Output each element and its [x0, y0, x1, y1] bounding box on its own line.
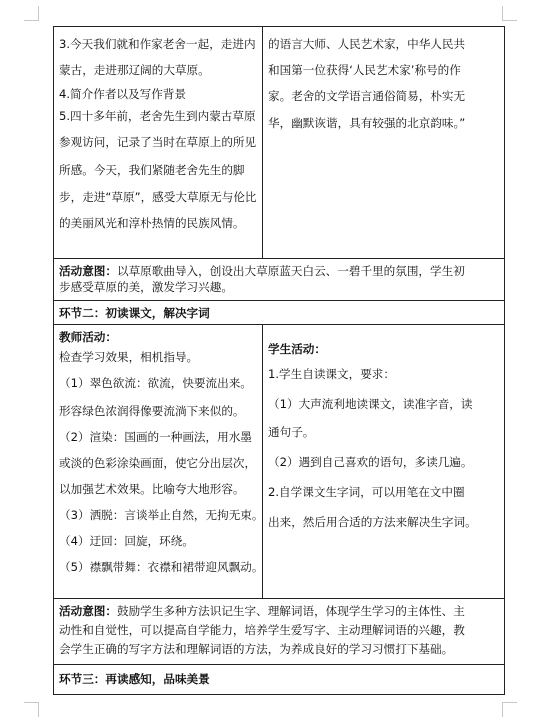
text-line: 步，走进“草原”，感受大草原无与伦比: [59, 189, 257, 204]
activity-intent-row: [54, 259, 504, 301]
text-line: 检查学习效果，相机指导。: [59, 350, 199, 364]
crop-mark-bottom-right: [502, 702, 517, 717]
text-line: 或淡的色彩涂染画面，使它分出层次，: [59, 456, 257, 470]
section-heading: 环节二：初读课文，解决字词: [59, 306, 210, 320]
text-line: 1.学生自读课文，要求：: [268, 367, 395, 381]
teacher-activity-cell: [54, 325, 263, 598]
activity-intent-text: 步感受草原的美，激发学习兴趣。: [59, 280, 233, 294]
section-heading-row: [54, 665, 504, 694]
activity-intent-text: 会学生正确的写字方法和理解词语的方法，为养成良好的学习习惯打下基础。: [59, 642, 454, 656]
text-line: 通句子。: [268, 425, 315, 439]
activity-intent-label: 活动意图：: [59, 264, 117, 278]
text-line: 3.今天我们就和作家老舍一起，走进内: [59, 37, 256, 51]
text-line: 参观访问，记录了当时在草原上的所见: [59, 135, 257, 150]
text-line: 出来，然后用合适的方法来解决生字词。: [268, 515, 477, 529]
activity-intent-text: 以草原歌曲导入，创设出大草原蓝天白云、一碧千里的氛围，学生初: [116, 264, 465, 278]
text-line: 的美丽风光和淳朴热情的民族风情。: [59, 215, 245, 230]
text-line: （5）襟飘带舞：衣襟和裙带迎风飘动。: [59, 560, 264, 574]
section-heading-row: [54, 301, 504, 325]
crop-mark-top-right: [502, 6, 517, 21]
text-line: 家。老舍的文学语言通俗简易，朴实无: [268, 89, 466, 104]
activity-intent-text: 动性和自觉性，可以提高自学能力，培养学生爱写字、主动理解词语的兴趣，教: [59, 623, 465, 637]
activity-intent-row: [54, 599, 504, 665]
activity-intent-label: 活动意图：: [59, 604, 117, 618]
teacher-activity-label: 教师活动：: [59, 330, 117, 344]
intro-left-cell: [54, 27, 263, 258]
text-line: 5.四十多年前，老舍先生到内蒙古草原: [59, 109, 256, 124]
text-line: （3）洒脱：言谈举止自然，无拘无束。: [59, 508, 264, 522]
text-line: 4.简介作者以及写作背景: [59, 87, 186, 102]
text-line: 形容绿色浓润得像要流淌下来似的。: [59, 404, 245, 418]
student-activity-label: 学生活动：: [268, 342, 326, 356]
text-line: （4）迂回：回旋，环绕。: [59, 534, 194, 548]
text-line: 华，幽默诙谐，具有较强的北京韵味。”: [268, 115, 466, 130]
text-line: 蒙古，走进那辽阔的大草原。: [59, 63, 210, 78]
text-line: 以加强艺术效果。比喻夸大地形容。: [59, 482, 245, 496]
text-line: 的语言大师、人民艺术家，中华人民共: [268, 37, 466, 51]
text-line: 所感。今天，我们紧随老舍先生的脚: [59, 163, 245, 178]
student-activity-cell: [263, 325, 504, 598]
intro-right-cell: [263, 27, 504, 258]
activities-row: [54, 325, 504, 599]
text-line: （1）翠色欲流：欲流，快要流出来。: [59, 376, 252, 390]
text-line: 2.自学课文生字词，可以用笔在文中圈: [268, 485, 465, 499]
activity-intent-cell: [54, 259, 504, 300]
text-line: 和国第一位获得‘人民艺术家’称号的作: [268, 63, 461, 78]
lesson-plan-table: [53, 26, 505, 695]
activity-intent-text: 鼓励学生多种方法识记生字、理解词语，体现学生学习的主体性、主: [116, 604, 465, 618]
crop-mark-top-left: [24, 6, 39, 21]
intro-row: [54, 27, 504, 259]
text-line: （2）渲染：国画的一种画法，用水墨: [59, 430, 252, 444]
crop-mark-bottom-left: [24, 702, 39, 717]
activity-intent-cell: [54, 599, 504, 664]
section-heading: 环节三：再读感知，品味美景: [59, 672, 210, 686]
text-line: （2）遇到自己喜欢的语句，多读几遍。: [268, 455, 473, 469]
text-line: （1）大声流利地读课文，读准字音，读: [268, 397, 473, 411]
